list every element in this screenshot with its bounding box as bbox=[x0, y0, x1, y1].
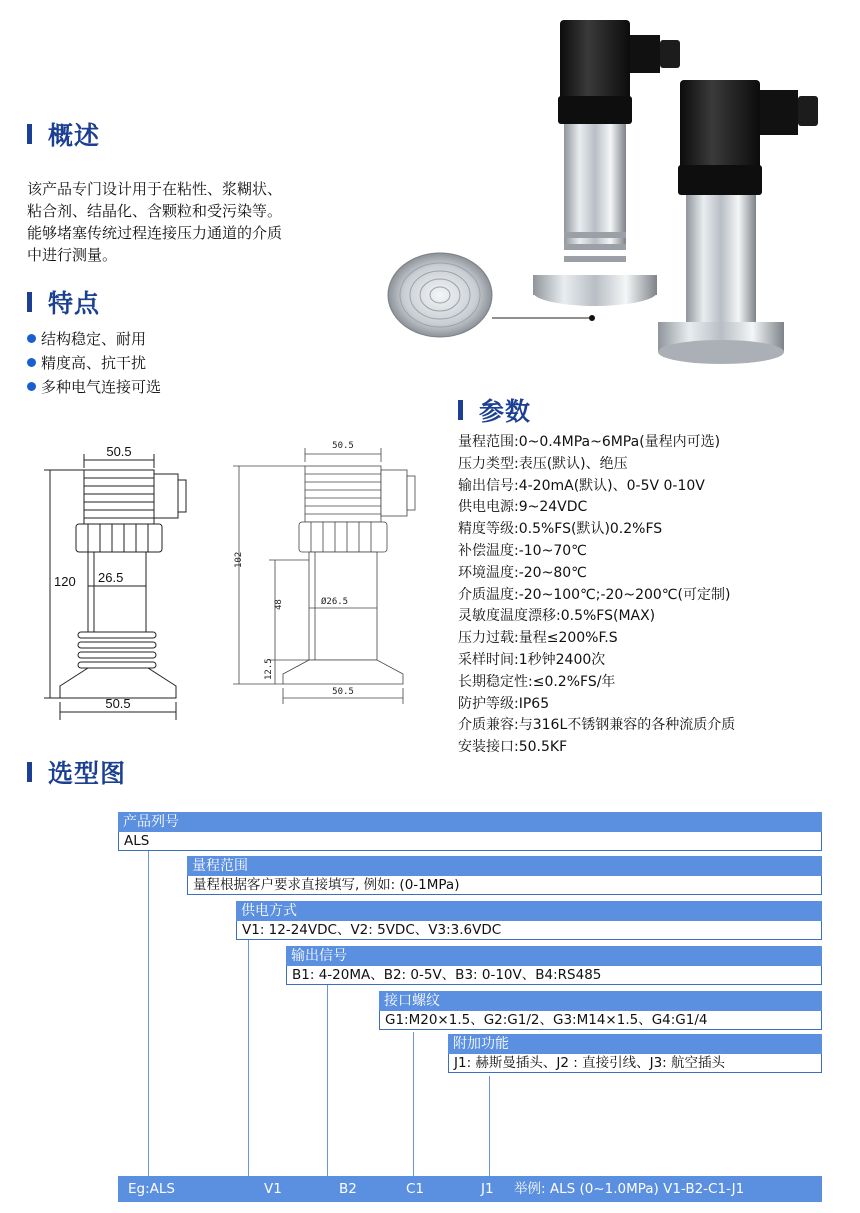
footer-b: B2 bbox=[339, 1181, 357, 1197]
dim-bottom-width: 50.5 bbox=[105, 696, 131, 711]
param-item: 供电电源:9~24VDC bbox=[458, 499, 588, 516]
bullet-icon bbox=[27, 334, 36, 343]
row-header-range: 量程范围 bbox=[187, 856, 822, 876]
footer-j: J1 bbox=[481, 1181, 494, 1197]
feature-item: 精度高、抗干扰 bbox=[27, 350, 161, 374]
row-value-thread: G1:M20×1.5、G2:G1/2、G3:M14×1.5、G4:G1/4 bbox=[379, 1011, 822, 1030]
connector-line bbox=[489, 1076, 490, 1176]
footer-example: 举例: ALS (0~1.0MPa) V1-B2-C1-J1 bbox=[514, 1181, 745, 1197]
row-value-power: V1: 12-24VDC、V2: 5VDC、V3:3.6VDC bbox=[236, 921, 822, 940]
dim-top-width: 50.5 bbox=[106, 444, 132, 459]
title-bar bbox=[27, 124, 32, 144]
row-value-output: B1: 4-20MA、B2: 0-5V、B3: 0-10V、B4:RS485 bbox=[286, 966, 822, 985]
param-item: 精度等级:0.5%FS(默认)0.2%FS bbox=[458, 521, 663, 538]
title-bar bbox=[458, 400, 463, 420]
dim-height: 102 bbox=[234, 551, 244, 568]
overview-title: 概述 bbox=[27, 116, 100, 152]
param-item: 量程范围:0~0.4MPa~6MPa(量程内可选) bbox=[458, 434, 721, 450]
sensor-back bbox=[658, 80, 818, 364]
overview-line: 中进行测量。 bbox=[27, 246, 118, 264]
param-item: 介质温度:-20~100℃;-20~200℃(可定制) bbox=[458, 586, 731, 603]
features-list bbox=[27, 326, 161, 398]
feature-item: 结构稳定、耐用 bbox=[27, 326, 161, 350]
overview-line: 粘合剂、结晶化、含颗粒和受污染等。 bbox=[27, 202, 283, 220]
overview-text bbox=[27, 178, 327, 266]
bullet-icon bbox=[27, 382, 36, 391]
product-photo bbox=[380, 0, 830, 380]
title-bar bbox=[27, 762, 32, 782]
connector-line bbox=[148, 850, 149, 1176]
dim-base-height: 12.5 bbox=[264, 658, 274, 680]
row-value-range: 量程根据客户要求直接填写, 例如: (0-1MPa) bbox=[187, 876, 822, 895]
footer-c: C1 bbox=[406, 1181, 425, 1197]
param-item: 输出信号:4-20mA(默认)、0-5V 0-10V bbox=[458, 477, 705, 494]
param-item: 压力过载:量程≤200%F.S bbox=[458, 630, 618, 647]
overview-line: 该产品专门设计用于在粘性、浆糊状、 bbox=[27, 180, 283, 198]
param-item: 灵敏度温度漂移:0.5%FS(MAX) bbox=[458, 608, 656, 625]
dim-pipe-diameter: 26.5 bbox=[98, 570, 124, 585]
dim-pipe-diameter: Ø26.5 bbox=[321, 597, 349, 607]
param-item: 采样时间:1秒钟2400次 bbox=[458, 651, 606, 668]
connector-line bbox=[327, 985, 328, 1176]
row-header-output: 输出信号 bbox=[286, 946, 822, 966]
row-header-extra: 附加功能 bbox=[448, 1034, 822, 1054]
connector-line bbox=[248, 937, 249, 1176]
connector-line bbox=[413, 1032, 414, 1176]
row-header-thread: 接口螺纹 bbox=[379, 991, 822, 1011]
sensor-front bbox=[533, 20, 680, 306]
overview-line: 能够堵塞传统过程连接压力通道的介质 bbox=[27, 224, 283, 242]
row-value-extra: J1: 赫斯曼插头、J2 : 直接引线、J3: 航空插头 bbox=[448, 1054, 822, 1073]
row-header-power: 供电方式 bbox=[236, 901, 822, 921]
features-title: 特点 bbox=[27, 284, 100, 320]
title-bar bbox=[27, 292, 32, 312]
param-item: 压力类型:表压(默认)、绝压 bbox=[458, 455, 628, 472]
row-header-product: 产品列号 bbox=[118, 812, 822, 832]
feature-item: 多种电气连接可选 bbox=[27, 374, 161, 398]
dimension-drawing-left bbox=[40, 440, 210, 730]
dimension-drawing-right bbox=[225, 436, 435, 706]
dim-bottom-width: 50.5 bbox=[332, 687, 354, 697]
params-title: 参数 bbox=[458, 392, 531, 428]
param-item: 环境温度:-20~80℃ bbox=[458, 564, 587, 581]
row-value-product: ALS bbox=[118, 832, 822, 851]
footer-eg: Eg:ALS bbox=[128, 1181, 175, 1197]
bullet-icon bbox=[27, 358, 36, 367]
param-item: 长期稳定性:≤0.2%FS/年 bbox=[458, 673, 616, 690]
footer-v: V1 bbox=[264, 1181, 282, 1197]
param-item: 安装接口:50.5KF bbox=[458, 739, 568, 756]
dim-height: 120 bbox=[54, 574, 76, 589]
param-item: 介质兼容:与316L不锈钢兼容的各种流质介质 bbox=[458, 717, 736, 734]
param-item: 补偿温度:-10~70℃ bbox=[458, 542, 587, 559]
params-list bbox=[458, 432, 735, 759]
dim-mid-height: 48 bbox=[274, 599, 284, 610]
dim-top-width: 50.5 bbox=[332, 441, 354, 451]
selection-title: 选型图 bbox=[27, 754, 126, 790]
selection-footer bbox=[118, 1176, 822, 1202]
param-item: 防护等级:IP65 bbox=[458, 695, 550, 712]
